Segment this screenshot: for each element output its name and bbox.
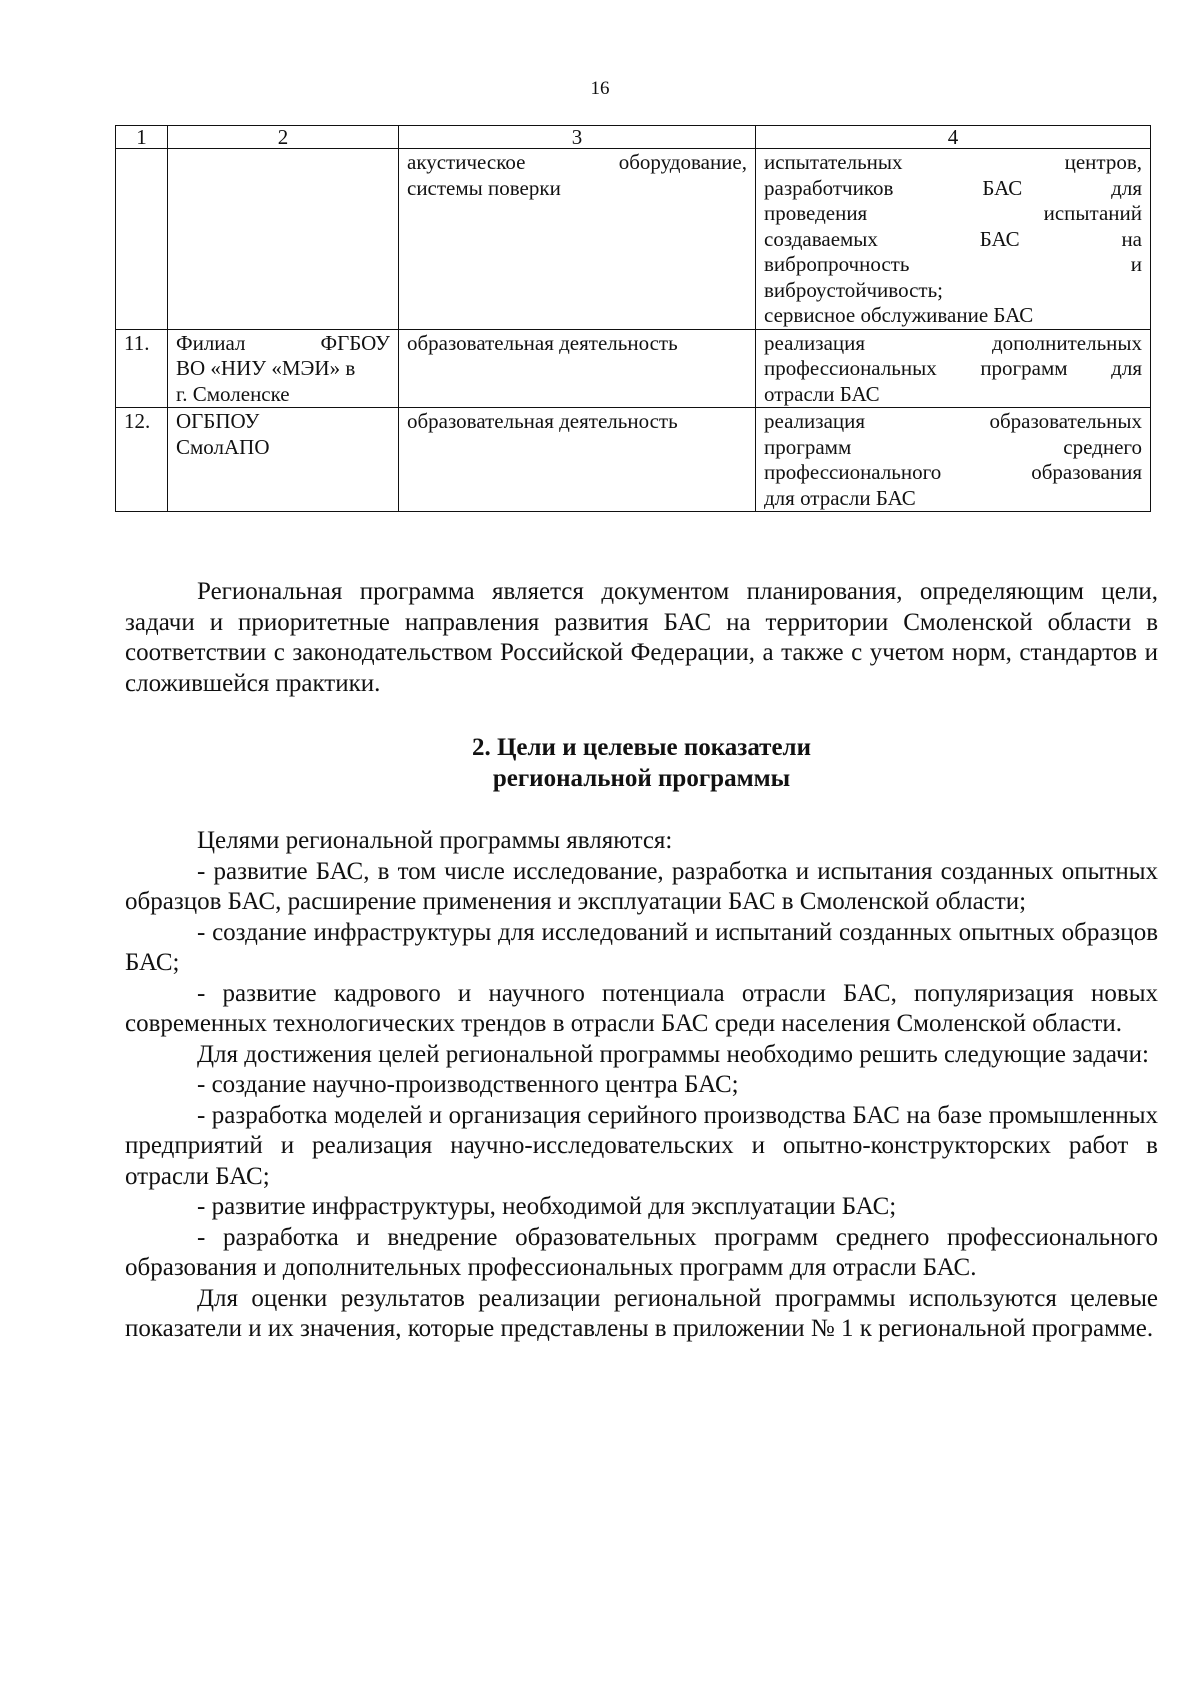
table-header-cell: 1 (116, 126, 168, 149)
intro-block (125, 577, 1158, 699)
cell-line: реализация дополнительных (764, 330, 1142, 355)
cell-line: вибропрочность и (764, 252, 1142, 276)
organizations-table (115, 125, 1151, 512)
page-number: 16 (590, 78, 610, 99)
cell-line: для отрасли БАС (764, 485, 916, 510)
organization-cell (168, 329, 399, 408)
paragraph: - создание научно-производственного центра БАС; (197, 1071, 739, 1098)
section-heading (125, 732, 1158, 794)
cell-line: Филиал ФГБОУ (176, 330, 390, 355)
cell-line: отрасли БАС (764, 381, 880, 406)
table-header-cell: 4 (756, 126, 1151, 149)
intro-paragraph: Региональная программа является документом планирования, определяющим цели, задачи и приоритетные направления развития БАС на территории Смоленской области в соответствии с законодательством Российской Федерации, а также с учетом норм, стандартов и сложившейся практики. (125, 578, 1158, 697)
organization-cell (168, 408, 399, 512)
cell-line: СмолАПО (176, 434, 270, 459)
table-row (116, 329, 1151, 408)
cell-line: профессионального образования (764, 460, 1142, 484)
cell-line: акустическое оборудование, (407, 150, 747, 174)
cell-line: испытательных центров, (764, 150, 1142, 174)
cell-line: г. Смоленске (176, 381, 290, 406)
cell-line: образовательная деятельность (407, 330, 678, 355)
cell-line: образовательная деятельность (407, 409, 678, 433)
paragraph: Для оценки результатов реализации региональной программы используются целевые показатели и их значения, которые представлены в приложении № 1 к региональной программе. (125, 1284, 1158, 1342)
row-number: 11. (116, 329, 168, 408)
paragraph: - создание инфраструктуры для исследований и испытаний созданных опытных образцов БАС; (125, 918, 1158, 976)
cell-line: проведения испытаний (764, 201, 1142, 225)
cell-line: реализация образовательных (764, 409, 1142, 433)
table-header-row (116, 126, 1151, 149)
activity-cell (399, 149, 756, 330)
cell-line: ОГБПОУ (176, 409, 260, 433)
section-title-line: региональной программы (492, 765, 791, 792)
section-body (125, 826, 1158, 1345)
table-header-cell: 3 (399, 126, 756, 149)
cell-line: программ среднего (764, 434, 1142, 459)
organization-cell (168, 149, 399, 330)
function-cell (756, 329, 1151, 408)
paragraph: Целями региональной программы являются: (197, 827, 673, 854)
table-header-cell: 2 (168, 126, 399, 149)
paragraph: - развитие кадрового и научного потенциала отрасли БАС, популяризация новых современных технологических трендов в отрасли БАС среди населения Смоленской области. (125, 979, 1158, 1037)
paragraph: - разработка моделей и организация серийного производства БАС на базе промышленных предприятий и реализация научно-исследовательских и опытно-конструкторских работ в отрасли БАС; (125, 1101, 1158, 1190)
cell-line: системы поверки (407, 175, 561, 200)
cell-line: ВО «НИУ «МЭИ» в (176, 356, 356, 380)
table-row (116, 408, 1151, 512)
activity-cell (399, 329, 756, 408)
cell-line: разработчиков БАС для (764, 175, 1142, 200)
row-number (116, 149, 168, 330)
cell-line: виброустойчивость; (764, 277, 944, 302)
section-title-line: 2. Цели и целевые показатели (471, 734, 811, 761)
cell-line: сервисное обслуживание БАС (764, 303, 1034, 327)
paragraph: - развитие инфраструктуры, необходимой для эксплуатации БАС; (197, 1193, 897, 1220)
function-cell (756, 408, 1151, 512)
row-number: 12. (116, 408, 168, 512)
cell-line: профессиональных программ для (764, 356, 1142, 380)
cell-line: создаваемых БАС на (764, 226, 1142, 251)
paragraph: - разработка и внедрение образовательных программ среднего профессионального образования и дополнительных профессиональных программ для отрасли БАС. (125, 1223, 1158, 1281)
paragraph: Для достижения целей региональной программы необходимо решить следующие задачи: (197, 1040, 1149, 1068)
paragraph: - развитие БАС, в том числе исследование, разработка и испытания созданных опытных образцов БАС, расширение применения и эксплуатации БАС в Смоленской области; (125, 857, 1158, 915)
table-row (116, 149, 1151, 330)
activity-cell (399, 408, 756, 512)
function-cell (756, 149, 1151, 330)
